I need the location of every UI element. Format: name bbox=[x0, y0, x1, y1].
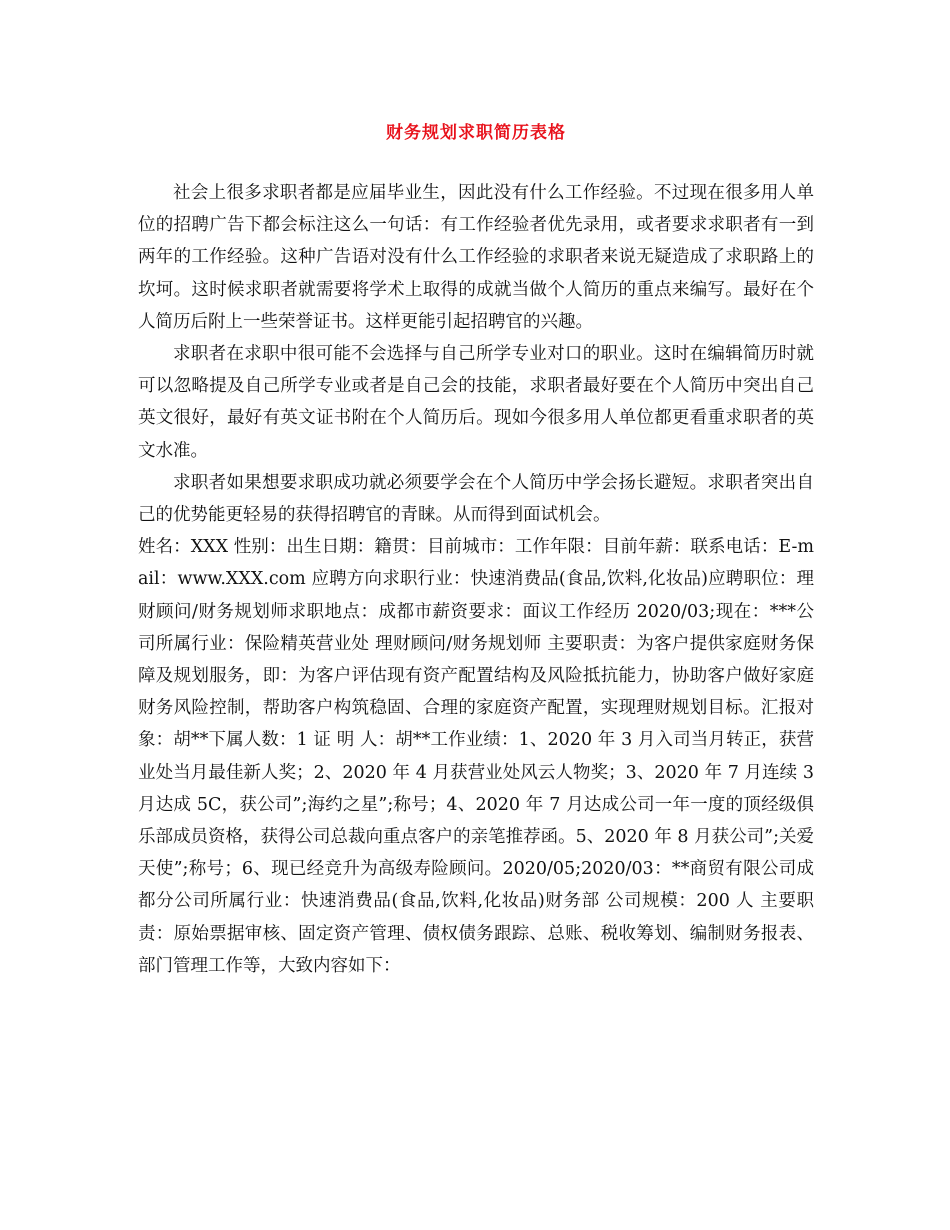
intro-paragraph-3: 求职者如果想要求职成功就必须要学会在个人简历中学会扬长避短。求职者突出自己的优势能更轻易的获得招聘官的青睐。从而得到面试机会。 bbox=[138, 472, 814, 526]
intro-paragraph-1: 社会上很多求职者都是应届毕业生，因此没有什么工作经验。不过现在很多用人单位的招聘广告下都会标注这么一句话：有工作经验者优先录用，或者要求求职者有一到两年的工作经验。这种广告语对没有什么工作经验的求职者来说无疑造成了求职路上的坎坷。这时候求职者就需要将学术上取得的成就当做个人简历的重点来编写。最好在个人简历后附上一些荣誉证书。这样更能引起招聘官的兴趣。 bbox=[138, 183, 814, 332]
resume-details: 姓名：XXX 性别：出生日期：籍贯：目前城市：工作年限：目前年薪：联系电话：E-mail：www.XXX.com 应聘方向求职行业：快速消费品(食品,饮料,化妆品)应聘职位：理财顾问/财务规划师求职地点：成都市薪资要求：面议工作经历 2020/03;现在：***公司所属行业：保险精英营业处 理财顾问/财务规划师 主要职责：为客户提供家庭财务保障及规划服务，即：为客户评估现有资产配置结构及风险抵抗能力，协助客户做好家庭财务风险控制，帮助客户构筑稳固、合理的家庭资产配置，实现理财规划目标。汇报对象：胡**下属人数：1 证 明 人：胡**工作业绩：1、2020 年 3 月入司当月转正，获营业处当月最佳新人奖；2、2020 年 4 月获营业处风云人物奖；3、2020 年 7 月连续 3 月达成 5C，获公司”;海约之星”;称号；4、2020 年 7 月达成公司一年一度的顶经级俱乐部成员资格，获得公司总裁向重点客户的亲笔推荐函。5、2020 年 8 月获公司”;关爱天使”;称号；6、现已经竞升为高级寿险顾问。2020/05;2020/03：**商贸有限公司成都分公司所属行业：快速消费品(食品,饮料,化妆品)财务部 公司规模：200 人 主要职责：原始票据审核、固定资产管理、债权债务跟踪、总账、税收筹划、编制财务报表、部门管理工作等，大致内容如下： bbox=[138, 537, 814, 976]
document-page bbox=[138, 118, 814, 982]
intro-paragraph-2: 求职者在求职中很可能不会选择与自己所学专业对口的职业。这时在编辑简历时就可以忽略提及自己所学专业或者是自己会的技能，求职者最好要在个人简历中突出自己英文很好，最好有英文证书附在个人简历后。现如今很多用人单位都更看重求职者的英文水准。 bbox=[138, 344, 814, 461]
document-title: 财务规划求职简历表格 bbox=[386, 123, 566, 143]
